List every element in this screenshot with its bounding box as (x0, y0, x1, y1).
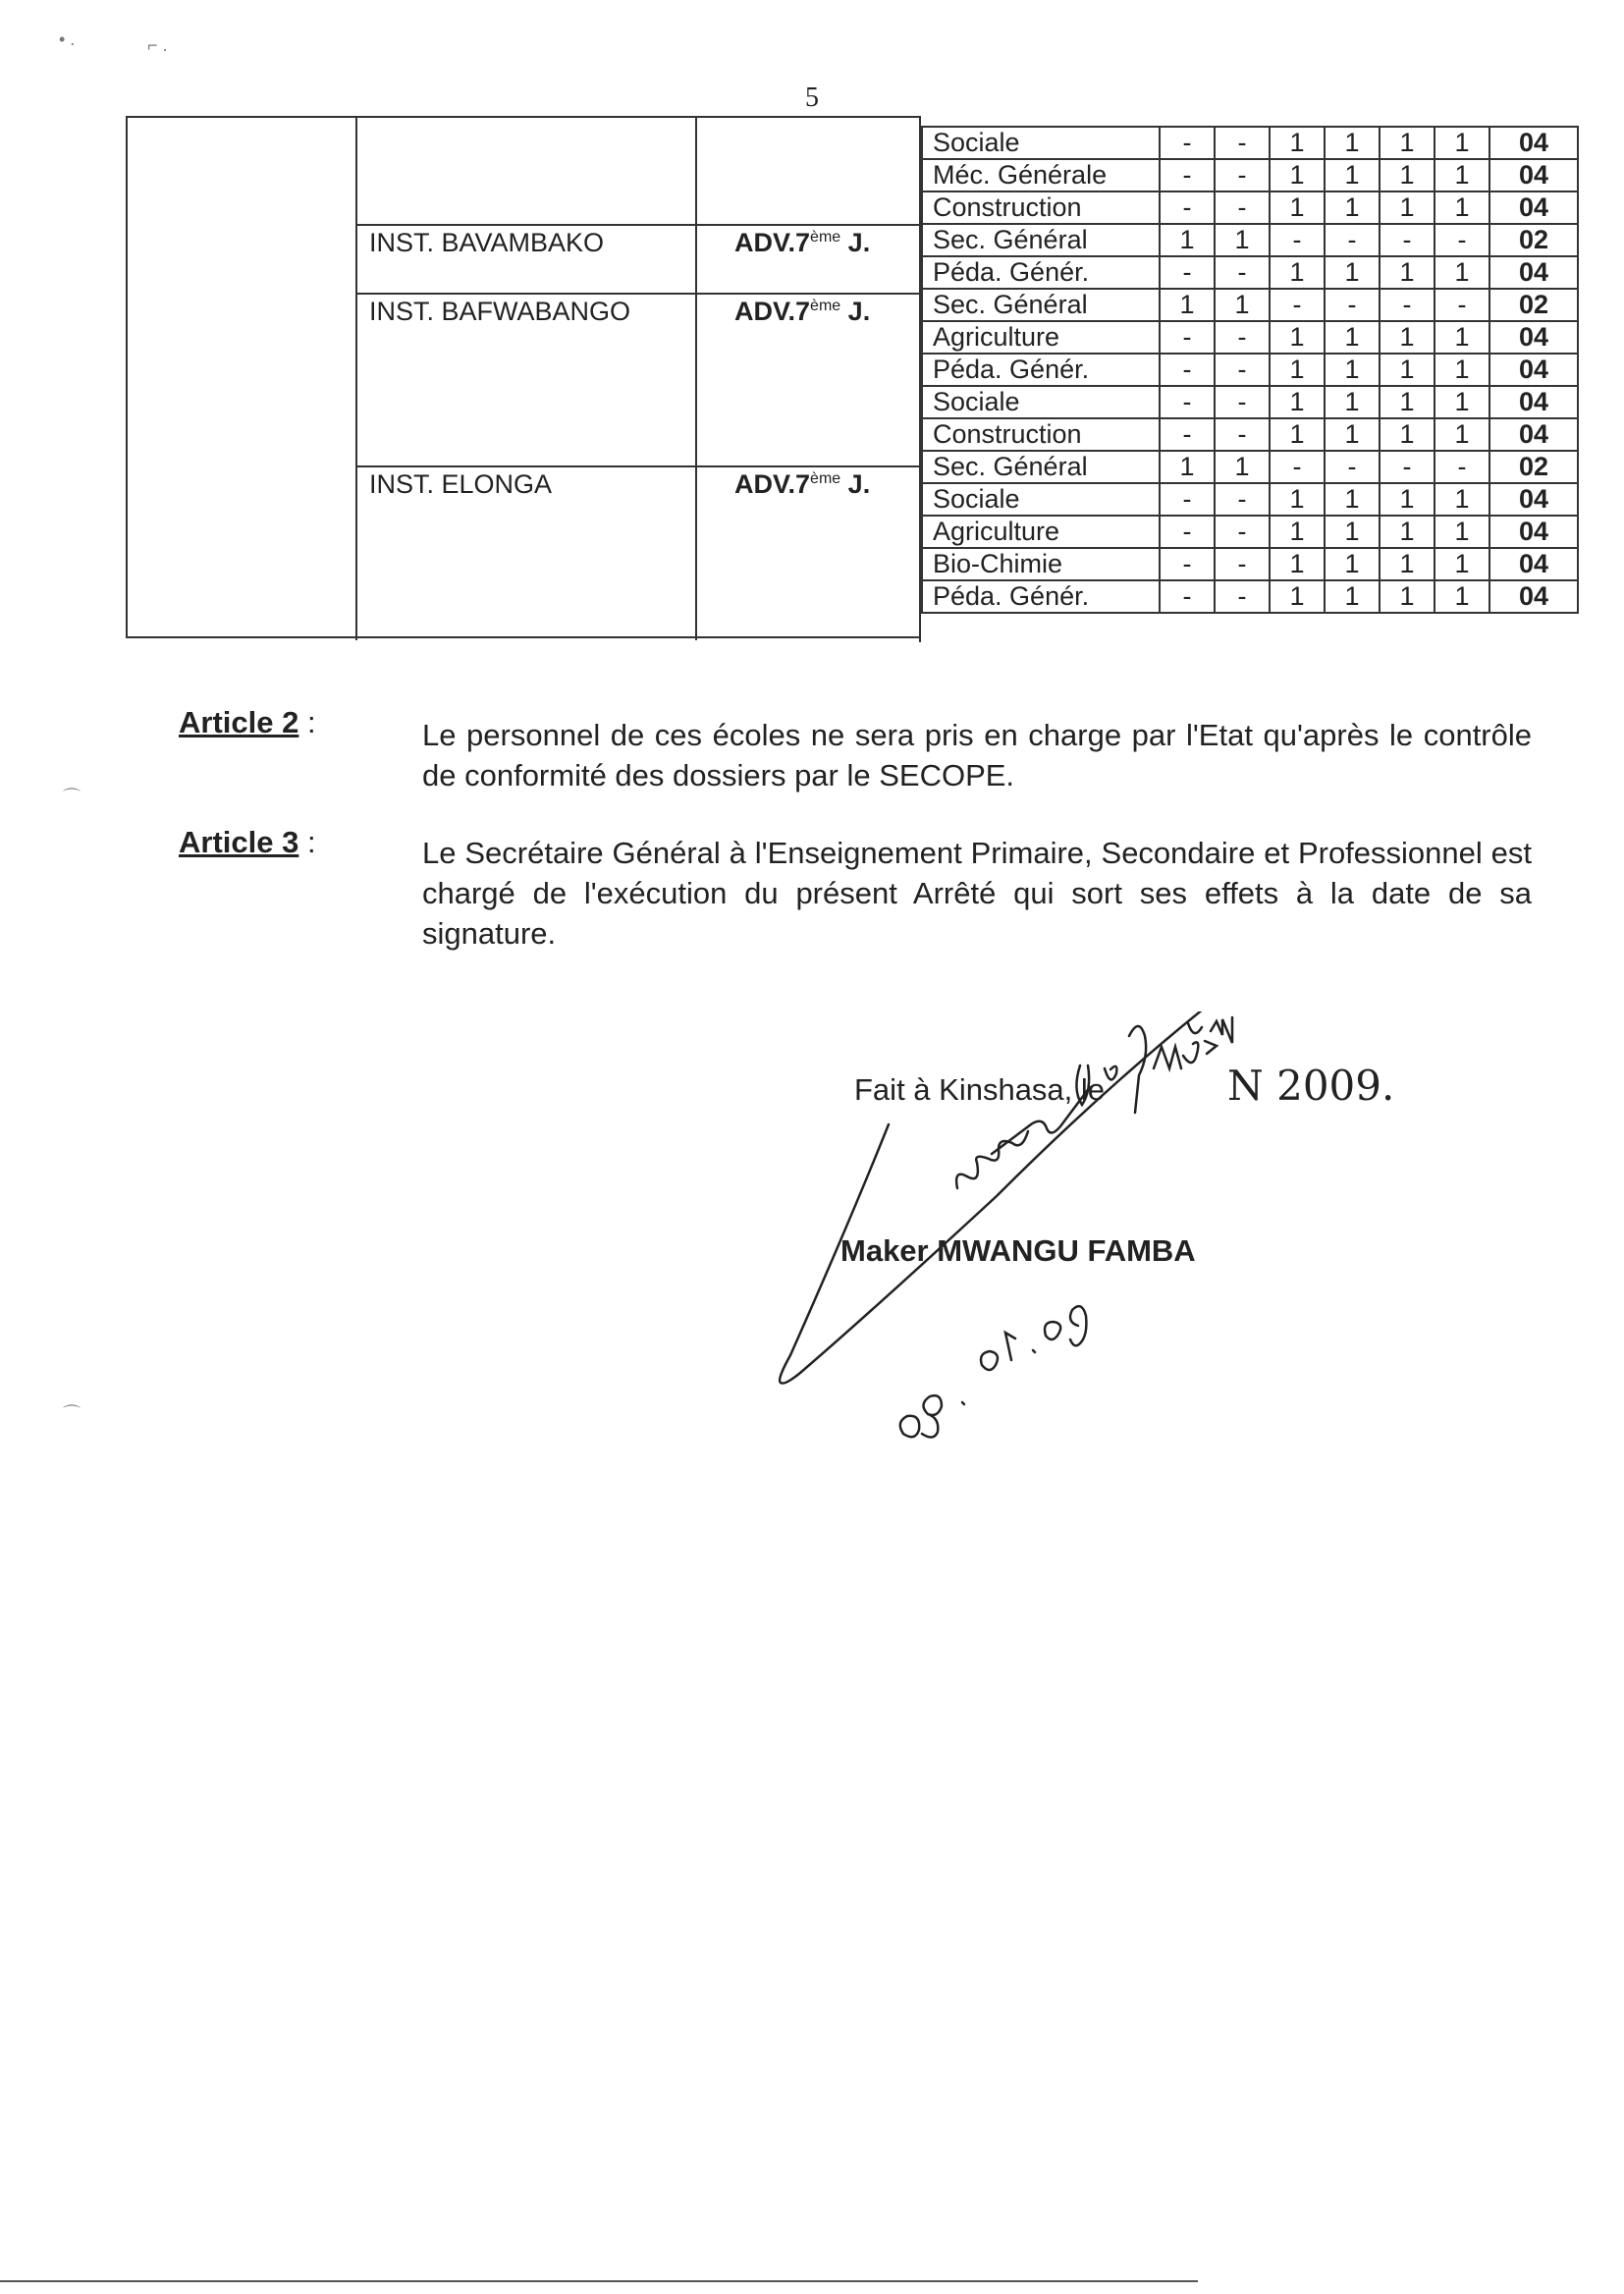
count-cell: - (1215, 548, 1270, 580)
section-cell: Construction (922, 418, 1160, 451)
count-cell: - (1160, 256, 1215, 289)
school-level-elonga (734, 469, 870, 500)
page-footer-rule (0, 2280, 1198, 2282)
count-cell: - (1325, 224, 1380, 256)
level-text: ADV.7 (734, 469, 811, 499)
count-cell: 1 (1270, 418, 1325, 451)
count-cell: - (1215, 580, 1270, 613)
svg-text:N 2009.: N 2009. (1227, 1062, 1395, 1110)
count-cell: 1 (1435, 418, 1489, 451)
scan-speck: ⌒ (63, 788, 81, 807)
school-level-bavambako (734, 228, 870, 258)
section-cell: Sec. Général (922, 289, 1160, 321)
level-sup: ème (810, 229, 841, 246)
school-level-bafwabango (734, 297, 870, 327)
count-cell: - (1215, 354, 1270, 386)
table-row (922, 256, 1578, 289)
count-cell: 1 (1215, 289, 1270, 321)
table-row (922, 224, 1578, 256)
table-row (922, 289, 1578, 321)
count-cell: 1 (1160, 289, 1215, 321)
table-left-border (126, 116, 128, 638)
count-cell: - (1325, 289, 1380, 321)
count-cell: 1 (1380, 159, 1435, 191)
count-cell: - (1160, 354, 1215, 386)
table-row (922, 354, 1578, 386)
level-text: ADV.7 (734, 297, 811, 326)
level-sup: ème (810, 470, 841, 487)
count-cell: 1 (1380, 580, 1435, 613)
count-cell: 1 (1325, 159, 1380, 191)
table-row (922, 386, 1578, 418)
total-cell: 04 (1489, 256, 1578, 289)
table-col-divider-1 (355, 116, 357, 640)
count-cell: - (1160, 127, 1215, 159)
count-cell: 1 (1435, 256, 1489, 289)
article-2-title: Article 2 (179, 705, 299, 739)
section-cell: Méc. Générale (922, 159, 1160, 191)
total-cell: 04 (1489, 321, 1578, 354)
count-cell: 1 (1215, 451, 1270, 483)
count-cell: 1 (1270, 548, 1325, 580)
school-name-bafwabango: INST. BAFWABANGO (369, 297, 631, 326)
count-cell: 1 (1160, 224, 1215, 256)
school-separator-1 (355, 224, 921, 226)
table-top-border (126, 116, 921, 118)
count-cell: - (1325, 451, 1380, 483)
total-cell: 04 (1489, 159, 1578, 191)
count-cell: 1 (1435, 516, 1489, 548)
count-cell: 1 (1325, 516, 1380, 548)
count-cell: 1 (1325, 483, 1380, 516)
count-cell: - (1380, 451, 1435, 483)
section-cell: Sec. Général (922, 451, 1160, 483)
count-cell: 1 (1270, 256, 1325, 289)
count-cell: 1 (1325, 418, 1380, 451)
table-row (922, 191, 1578, 224)
count-cell: 1 (1380, 127, 1435, 159)
table-row (922, 321, 1578, 354)
count-cell: 1 (1325, 386, 1380, 418)
count-cell: 1 (1325, 127, 1380, 159)
section-cell: Péda. Génér. (922, 256, 1160, 289)
sections-table (921, 126, 1579, 614)
count-cell: - (1270, 289, 1325, 321)
count-cell: 1 (1160, 451, 1215, 483)
section-cell: Sociale (922, 127, 1160, 159)
total-cell: 02 (1489, 224, 1578, 256)
school-name-elonga: INST. ELONGA (369, 469, 553, 499)
table-row (922, 127, 1578, 159)
count-cell: 1 (1215, 224, 1270, 256)
scan-speck: ⌒ (63, 1404, 81, 1424)
school-separator-3 (355, 465, 921, 467)
section-cell: Péda. Génér. (922, 354, 1160, 386)
scan-speck: ⌐ . (147, 35, 168, 55)
section-cell: Agriculture (922, 321, 1160, 354)
count-cell: - (1160, 321, 1215, 354)
count-cell: - (1160, 548, 1215, 580)
count-cell: 1 (1380, 386, 1435, 418)
table-row (922, 159, 1578, 191)
total-cell: 02 (1489, 289, 1578, 321)
sections-table-body (922, 127, 1578, 613)
total-cell: 04 (1489, 418, 1578, 451)
count-cell: 1 (1270, 580, 1325, 613)
count-cell: 1 (1380, 354, 1435, 386)
school-name-bavambako: INST. BAVAMBAKO (369, 228, 605, 257)
count-cell: - (1215, 256, 1270, 289)
count-cell: 1 (1270, 483, 1325, 516)
count-cell: 1 (1270, 321, 1325, 354)
count-cell: 1 (1435, 354, 1489, 386)
total-cell: 04 (1489, 548, 1578, 580)
count-cell: 1 (1435, 321, 1489, 354)
place-date: Fait à Kinshasa, le (854, 1072, 1106, 1107)
count-cell: 1 (1380, 483, 1435, 516)
count-cell: - (1215, 191, 1270, 224)
table-col-divider-2 (695, 116, 697, 640)
count-cell: 1 (1325, 191, 1380, 224)
total-cell: 04 (1489, 127, 1578, 159)
count-cell: 1 (1270, 159, 1325, 191)
count-cell: - (1380, 289, 1435, 321)
section-cell: Sec. Général (922, 224, 1160, 256)
count-cell: 1 (1380, 548, 1435, 580)
page-number: 5 (805, 82, 819, 113)
count-cell: 1 (1435, 127, 1489, 159)
count-cell: 1 (1270, 354, 1325, 386)
section-cell: Péda. Génér. (922, 580, 1160, 613)
level-suffix: J. (840, 297, 871, 326)
table-row (922, 580, 1578, 613)
level-suffix: J. (840, 228, 871, 257)
count-cell: 1 (1270, 516, 1325, 548)
total-cell: 04 (1489, 386, 1578, 418)
count-cell: 1 (1380, 516, 1435, 548)
count-cell: 1 (1435, 386, 1489, 418)
count-cell: - (1215, 418, 1270, 451)
count-cell: 1 (1325, 580, 1380, 613)
count-cell: - (1160, 580, 1215, 613)
article-3-text: Le Secrétaire Général à l'Enseignement Primaire, Secondaire et Professionnel est chargé de l'exécution du présent Arrêté qui sort ses effets à la date de sa signature. (422, 836, 1532, 951)
count-cell: - (1160, 516, 1215, 548)
total-cell: 04 (1489, 483, 1578, 516)
count-cell: - (1215, 516, 1270, 548)
count-cell: 1 (1435, 548, 1489, 580)
section-cell: Agriculture (922, 516, 1160, 548)
total-cell: 02 (1489, 451, 1578, 483)
count-cell: - (1435, 289, 1489, 321)
count-cell: - (1215, 483, 1270, 516)
count-cell: - (1270, 224, 1325, 256)
article-2-text: Le personnel de ces écoles ne sera pris en charge par l'Etat qu'après le contrôle de conformité des dossiers par le SECOPE. (422, 718, 1532, 792)
count-cell: 1 (1270, 127, 1325, 159)
count-cell: - (1215, 159, 1270, 191)
count-cell: 1 (1435, 191, 1489, 224)
table-row (922, 451, 1578, 483)
total-cell: 04 (1489, 354, 1578, 386)
count-cell: - (1435, 224, 1489, 256)
total-cell: 04 (1489, 516, 1578, 548)
school-separator-2 (355, 293, 921, 295)
count-cell: - (1215, 127, 1270, 159)
level-sup: ème (810, 298, 841, 314)
signatory-name: Maker MWANGU FAMBA (840, 1233, 1196, 1268)
count-cell: 1 (1380, 418, 1435, 451)
count-cell: 1 (1380, 191, 1435, 224)
count-cell: 1 (1325, 256, 1380, 289)
count-cell: 1 (1435, 580, 1489, 613)
section-cell: Construction (922, 191, 1160, 224)
count-cell: - (1215, 386, 1270, 418)
count-cell: 1 (1270, 191, 1325, 224)
article-2-colon: : (298, 705, 316, 739)
count-cell: 1 (1325, 548, 1380, 580)
table-row (922, 418, 1578, 451)
total-cell: 04 (1489, 580, 1578, 613)
count-cell: 1 (1270, 386, 1325, 418)
total-cell: 04 (1489, 191, 1578, 224)
count-cell: 1 (1435, 159, 1489, 191)
table-row (922, 516, 1578, 548)
article-3-colon: : (298, 825, 316, 859)
count-cell: 1 (1435, 483, 1489, 516)
count-cell: - (1380, 224, 1435, 256)
count-cell: - (1160, 483, 1215, 516)
table-row (922, 483, 1578, 516)
count-cell: 1 (1380, 256, 1435, 289)
count-cell: - (1160, 191, 1215, 224)
count-cell: - (1270, 451, 1325, 483)
level-text: ADV.7 (734, 228, 811, 257)
article-2-label (179, 705, 316, 740)
count-cell: 1 (1325, 321, 1380, 354)
count-cell: 1 (1380, 321, 1435, 354)
count-cell: - (1435, 451, 1489, 483)
section-cell: Sociale (922, 386, 1160, 418)
count-cell: - (1215, 321, 1270, 354)
table-bottom-border (126, 636, 921, 638)
table-row (922, 548, 1578, 580)
count-cell: - (1160, 159, 1215, 191)
count-cell: - (1160, 418, 1215, 451)
section-cell: Bio-Chimie (922, 548, 1160, 580)
count-cell: 1 (1325, 354, 1380, 386)
level-suffix: J. (840, 469, 871, 499)
section-cell: Sociale (922, 483, 1160, 516)
count-cell: - (1160, 386, 1215, 418)
article-3-label (179, 825, 316, 860)
article-3-title: Article 3 (179, 825, 299, 859)
scan-speck: • . (59, 29, 76, 49)
